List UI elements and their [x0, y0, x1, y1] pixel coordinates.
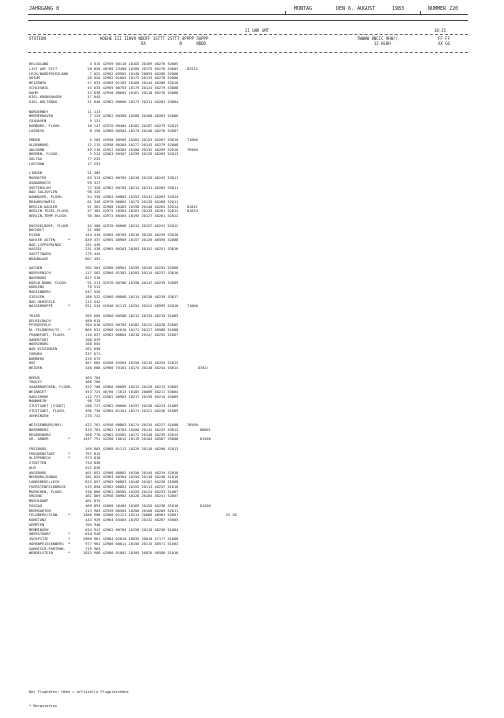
table-row: BAD KISSINGEN 262 658	[29, 347, 101, 351]
table-row: DEUSELBACH 480 615	[29, 318, 101, 323]
table-row: THOLEY 386 706	[29, 380, 101, 385]
table-row: GR. ARBER * 1437 791 42260 10612 10119 20104 48587 53008 81500	[29, 437, 211, 442]
table-row: NUERBURG 627 510	[29, 275, 101, 280]
table-row: TRIER 265 609 42960 00508 10212 20134 40215 51005	[29, 313, 179, 318]
table-row: KOBLENZ 70 515	[29, 285, 101, 290]
footnotes	[29, 681, 129, 718]
table-row: WEIDEN 438 688 42960 70101 10174 20148 40244 53014 8702/	[29, 366, 209, 370]
table-row: BERUS 363 704	[29, 375, 101, 380]
station-column-header: STATION	[29, 36, 46, 41]
table-row: SCHLESWIG 43 035 42965 00703 10175 20124 40279 53008	[29, 85, 179, 90]
table-row: KOELN-BONN, FLUGH. 91 513 42970 00706 10190 20147 40239 52009	[29, 280, 179, 285]
table-row: AUGSBURG 461 852 42960 00802 10156 20144 40234 52010	[29, 470, 179, 475]
date-label: DEN 6. AUGUST	[336, 6, 376, 12]
weekday-label: MONTAG	[294, 6, 313, 12]
table-row: PASSAU 409 893 42660 10404 10169 20155 40236 51010 81500	[29, 503, 211, 508]
table-row: LIST AUF SYLT 26 020 40760 23408 10180 20175 40276 53003 82532	[29, 66, 198, 71]
table-row: NOERVENICH 117 502 42960 01302 10203 20114 40237 53010	[29, 271, 179, 275]
table-row: HAMBURG, FLUGH. 16 147 42970 00404 10182 20107 40275 52013	[29, 123, 179, 128]
period-label: 18-21	[434, 28, 447, 33]
table-row: BERLIN-DAHLEM 51 381 42968 10403 10198 20140 40264 52014 81041	[29, 204, 198, 209]
weather-column-header-1: 7WWWW 8NCCC 9HH//	[357, 36, 398, 41]
issue-number: NUMMER 220	[428, 6, 459, 12]
table-row: ESSEN 154 410 42965 00709 10216 20155 40239 53010	[29, 233, 179, 237]
table-row: ERDING 462 869 42958 00902 10128 20104 40241 52007	[29, 494, 179, 499]
table-row: KEMPTEN 705 946	[29, 522, 101, 527]
footnote-altitude: Bei Flughäfen: Höhe = offizielle Flugplatzhöhe	[29, 690, 129, 695]
observation-time: 21 UHR GMT	[245, 28, 270, 33]
table-row: HELGOLAND 4 015 42959 00110 10183 20169 40276 52005	[29, 62, 179, 66]
table-row: MEIERWIK 27 033 42965 01105 10168 20144 40286 52010	[29, 81, 179, 85]
table-row: ZUGSPITZE * 2960 961 42984 02810 10035 20018 47177 51008	[29, 537, 179, 541]
table-row: SAARBRUECKEN, FLUGH. 322 708 42960 00609 10212 20129 40213 53005	[29, 385, 179, 389]
table-row: MUENCHEN, FLUGH. 530 866 42962 00505 10159 20124 40233 51007	[29, 489, 179, 494]
table-row: LUEBECK 8 156 42960 00504 10174 20140 40276 52007	[29, 128, 179, 133]
column-header-rule	[28, 52, 468, 53]
section-rule	[28, 34, 468, 35]
table-row: AACHEN 202 501 42960 00902 10199 20145 40232 52008	[29, 266, 179, 271]
table-row: BREMEN, FLUGH. 3 224 42963 00307 10199 20139 40263 52013	[29, 152, 179, 157]
table-row: KASSEL 231 438 42965 00203 20203 20151 40251 53016	[29, 247, 179, 252]
table-row: DUESSELDORF, FLUGH. 45 400 42970 00606 10213 20157 40241 52012	[29, 223, 179, 228]
wind-column-header-1: FF-FF	[438, 36, 451, 41]
table-row: OBERSTDORF * 810 948	[29, 532, 101, 537]
table-row: AHLHORN 49 218 41957 00305 10188 20132 40269 52010 70500	[29, 147, 198, 152]
table-row: NORDERNEY 11 113	[29, 109, 101, 114]
table-row: DARMSTADT 108 639	[29, 337, 101, 342]
table-row: FUERSTENFELDBRUCK 519 858 42962 00803 10153 20113 40237 51010	[29, 484, 179, 489]
wind-column-header-2: XX GG	[438, 40, 451, 46]
table-row: SOLTAU 77 235	[29, 157, 101, 161]
table-row: BERLIN-TEMP.FLUGH. 50 384 42972 00304 10195 20127 40261 52012	[29, 214, 179, 218]
table-row: FRANKFURT, FLUGH. 110 637 42962 00804 10210 2014/ 40232 52007	[29, 332, 179, 337]
table-row: BREMERHAVEN 7 129 42962 00308 10206 20168 40263 52006	[29, 114, 179, 119]
table-row: GOETTINGEN 175 444	[29, 252, 101, 256]
weather-column-header-2: 12 HLHH	[357, 40, 391, 46]
table-row: LECK/NORDFRIESLAND 7 022 42962 09902 10148 20093 40286 52008	[29, 71, 179, 76]
table-row: KAHLER ASTEN * 839 437 42965 00909 10157 20126 48595 52008	[29, 237, 179, 242]
table-row: BRAUNSCHWEIG 81 348 42970 00602 10173 20129 40260 52011	[29, 199, 179, 204]
table-row: ULM 522 838	[29, 465, 101, 470]
table-row: HUSUM 28 026 42962 01004 10173 20133 40276 52006	[29, 76, 179, 81]
table-row: BREMGARTEN 213 903 42959 00504 10200 20160 40205 52011	[29, 508, 179, 513]
station-table	[29, 62, 237, 556]
table-row: FREUDENSTADT * 797 815	[29, 451, 101, 456]
table-row: MARIENBERG 547 526	[29, 290, 101, 294]
table-row: GIESSEN 186 532 42960 00808 10214 20138 40239 53017	[29, 294, 179, 299]
table-row: NUERNBERG 319 763 42962 10703 10200 20142 40232 53013 80001	[29, 427, 211, 432]
volume-label: JAHRGANG 8	[29, 6, 60, 12]
table-row: BAMBERG 239 675	[29, 356, 101, 361]
code-column-header-1: HOEHE III IIHVV NDDFF 1STTT 2STTT 4PPPP 5APPP	[100, 36, 209, 41]
table-row: PFERDSFELD 394 616 42959 00705 10182 20122 40228 52005	[29, 323, 179, 328]
table-row: KONSTANZ 443 929 42964 03404 10192 20132 40207 53005	[29, 518, 179, 522]
code-column-header-2: RX N NDDD	[100, 40, 206, 46]
table-row: BRAUNLAGE 607 452	[29, 256, 101, 261]
header-rule	[28, 14, 468, 15]
table-row: KOHM 12 038 42958 00602 10161 20118 40276 52008	[29, 90, 179, 95]
table-row: OSNABRUECK 95 317	[29, 180, 101, 185]
table-row: WUERZBURG 268 655	[29, 342, 101, 347]
table-row: CUXHAVEN 5 131	[29, 119, 101, 123]
year-label: 1983	[392, 6, 405, 12]
table-row: KIEL-HOLTENAU 31 046 42962 00000 10173 20111 40283 53004	[29, 100, 179, 104]
table-row: GARMISCH-PARTENK. 719 963	[29, 546, 101, 551]
table-row: KLIPPENECK * 973 818	[29, 456, 101, 461]
table-row: WEINBIET 553 724 46/60 /1013 10185 20089 40211 53004	[29, 389, 179, 394]
table-row: STOETTEN 734 836	[29, 461, 101, 465]
table-row: LANDSBERG/LECH 623 857 42962 00803 10146 20107 40236 51008	[29, 480, 179, 484]
table-row: MANNHEIM 96 729	[29, 399, 101, 404]
table-row: KL.FELDBERG/TS. * 805 631 42966 01010 10171 20127 48588 51008	[29, 328, 179, 332]
table-row: MUENSTER 63 313 42962 00705 10216 20126 40243 53011	[29, 176, 179, 180]
table-row: STUTTGART (STADT) 286 737 42962 00000 10197 20130 40223 51009	[29, 404, 179, 408]
footnote-mountain-station: * Bergstation	[29, 703, 58, 708]
table-row: OLDENBURG 12 215 42958 00204 10177 20143 40279 52008	[29, 142, 179, 147]
table-row: REGENSBURG 366 776 42962 03502 10172 20148 40239 52015	[29, 432, 179, 437]
table-row: HANNOVER, FLUGH. 54 338 42963 00803 10193 20141 40263 52014	[29, 195, 179, 199]
table-row: BOCHOLT 21 406	[29, 228, 101, 233]
header-rule	[28, 20, 468, 21]
table-row: FREIBURG 269 803 42968 01113 10229 20116 40200 52013	[29, 446, 179, 451]
table-row: HOF 567 685 42958 03504 10150 20115 40255 52012	[29, 361, 179, 366]
table-row: FELDBERG/SCHW. * 1486 908 42968 01121 10114 20086 48563 52001 23 28	[29, 513, 237, 518]
table-row: KARLSRUHE 112 727 42962 00903 10217 20139 40215 52005	[29, 394, 179, 399]
table-row: BAD LIPPSPRINGE 151 430	[29, 242, 101, 247]
table-row: BERLIN-TEGEL,FLUGH. 37 382 42975 10304 10201 20129 40261 52012 81033	[29, 209, 198, 214]
table-row: BAD HERSFELD 212 542	[29, 299, 101, 304]
table-row: MEMMINGEN 634 947 42962 00704 10156 20110 40236 51004	[29, 527, 179, 532]
table-row: COBURG 337 671	[29, 351, 101, 356]
table-row: KIEL-KRONSHAGEN 17 045	[29, 95, 101, 100]
table-row: NEUBURG/DONAU 381 853 42963 00304 10154 20118 40248 51010	[29, 475, 179, 480]
table-row: BAD SALZUFLEN 98 325	[29, 190, 101, 195]
table-row: STUTTGART, FLUGH. 396 738 42965 01101 10171 20121 40226 51009	[29, 408, 179, 413]
table-row: OEHRINGEN 276 742	[29, 413, 101, 418]
table-row: GUETERSLOH 72 320 42962 00705 10214 20131 40265 53011	[29, 185, 179, 190]
table-row: LINGEN 21 305	[29, 171, 101, 176]
table-row: WASSERKUPPE * 921 544 41940 01113 10154 20121 48595 52010 71000	[29, 304, 198, 309]
table-row: LUECHOW 17 253	[29, 161, 101, 166]
table-row: EMDEN 5 203 41950 00509 10184 20153 40267 53010 71000	[29, 138, 198, 142]
table-row: WEISSENBURG/BAY. 422 761 41950 00803 10174 20134 40227 51008 70500	[29, 423, 198, 427]
table-row: HOHENPEISSENBERG * 977 962 42980 00611 10150 20115 48571 51003	[29, 541, 179, 546]
table-row: MUEHLDORF 401 875	[29, 499, 101, 503]
table-row: WENDELSTEIN * 1832 980 42980 01002 10105 20076 48580 51010	[29, 551, 179, 556]
